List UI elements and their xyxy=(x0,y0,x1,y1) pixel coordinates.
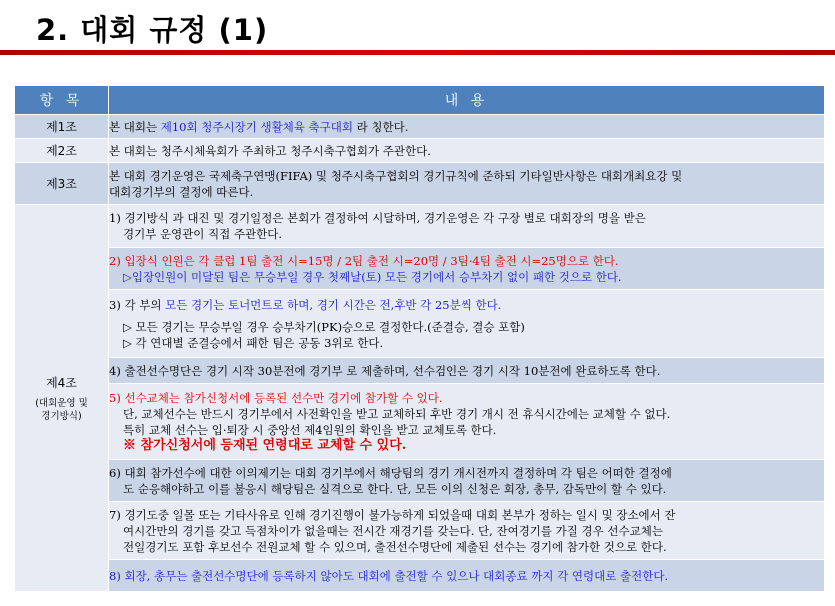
content-text: 본 대회는 xyxy=(109,119,161,134)
content-line: 8) 회장, 총무는 출전선수명단에 등록하지 않아도 대회에 출전할 수 있으나 대회종료 까지 각 연령대로 출전한다. xyxy=(109,568,669,583)
rules-table xyxy=(14,85,825,592)
article-content xyxy=(109,163,825,205)
header-content: 내 용 xyxy=(109,86,825,115)
clause-1 xyxy=(109,205,825,248)
content-line: 경기부 운영관이 직접 주관한다. xyxy=(123,227,283,241)
content-line: 도 순응해야하고 이를 불응시 해당팀은 실격으로 한다. 단, 모든 이의 신청은 회장, 총무, 감독만이 할 수 있다. xyxy=(123,481,667,496)
content-line: 대회경기부의 결정에 따른다. xyxy=(109,184,254,199)
emphasis-line: ※ 참가신청서에 등재된 연령대로 교체할 수 있다. xyxy=(123,437,407,453)
clause-4: 4) 출전선수명단은 경기 시작 30분전에 경기부 로 제출하며, 선수검인은 경기 시작 10분전에 완료하도록 한다. xyxy=(109,358,825,384)
content-line: ▷ 각 연대별 준결승에서 패한 팀은 공동 3위로 한다. xyxy=(123,335,384,350)
content-line: 단, 교체선수는 반드시 경기부에서 사전확인을 받고 교체하되 후반 경기 개시 전 휴식시간에는 교체할 수 없다. xyxy=(123,406,671,421)
content-text: 라 칭한다. xyxy=(352,119,409,134)
content-line: 7) 경기도중 일몰 또는 기타사유로 인해 경기진행이 불가능하게 되었을때 대회 본부가 정하는 일시 및 장소에서 잔 xyxy=(109,507,676,522)
table-row xyxy=(15,248,825,290)
clause-5 xyxy=(109,384,825,460)
title-area xyxy=(0,0,835,56)
table-row xyxy=(15,460,825,502)
table-row xyxy=(15,384,825,460)
header-item: 항 목 xyxy=(15,86,109,115)
tournament-name: 제10회 청주시장기 생활체육 축구대회 xyxy=(160,119,353,134)
content-line: 3) 각 부의 모든 경기는 토너먼트로 하며, 경기 시간은 전,후반 각 25분씩 한다. xyxy=(109,297,502,312)
title-underline xyxy=(0,50,835,55)
table-row xyxy=(15,290,825,358)
article-label: 제2조 xyxy=(15,139,109,163)
content-line: 본 대회 경기운영은 국제축구연맹(FIFA) 및 청주시축구협회의 경기규칙에 준하되 기타일반사항은 대회개최요강 및 xyxy=(109,168,683,183)
article-label: 제4조 xyxy=(46,375,77,390)
table-row xyxy=(15,560,825,592)
content-line: 1) 경기방식 과 대진 및 경기일정은 본회가 결정하여 시달하며, 경기운영은 각 구장 별로 대회장의 명을 받은 xyxy=(109,211,646,225)
content-line: ▷입장인원이 미달된 팀은 무승부일 경우 첫째날(토) 모든 경기에서 승부차기 없이 패한 것으로 한다. xyxy=(123,269,622,284)
table-row xyxy=(15,139,825,163)
table-row xyxy=(15,115,825,139)
content-line: ▷ 모든 경기는 무승부일 경우 승부차기(PK)승으로 결정한다.(준결승, 결승 포함) xyxy=(123,319,525,334)
content-line: 특히 교체 선수는 입·퇴장 시 중앙선 제4임원의 확인을 받고 교체토록 한다. xyxy=(123,422,497,437)
article-content: 본 대회는 청주시체육회가 주최하고 청주시축구협회가 주관한다. xyxy=(109,139,825,163)
content-line: 전일경기도 포함 후보선수 전원교체 할 수 있으며, 출전선수명단에 제출된 선수는 경기에 참가한 것으로 한다. xyxy=(123,539,667,554)
content-line: 2) 입장식 인원은 각 클럽 1팀 출전 시=15명 / 2팀 출전 시=20명 / 3팀·4팀 출전 시=25명으로 한다. xyxy=(109,253,619,268)
table-row xyxy=(15,502,825,560)
clause-6 xyxy=(109,460,825,502)
article-label-4 xyxy=(15,205,109,592)
article-sublabel: (대회운영 및 경기방식) xyxy=(35,397,88,422)
clause-2 xyxy=(109,248,825,290)
table-row xyxy=(15,205,825,248)
content-line: 6) 대회 참가선수에 대한 이의제기는 대회 경기부에서 해당팀의 경기 개시전까지 결정하며 각 팀은 어떠한 결정에 xyxy=(109,465,672,480)
page-title: 2. 대회 규정 (1) xyxy=(36,13,269,47)
table-header-row xyxy=(15,86,825,115)
table-row xyxy=(15,358,825,384)
clause-3 xyxy=(109,290,825,358)
clause-8 xyxy=(109,560,825,592)
content-line: 여시간만의 경기를 갖고 득점차이가 없을때는 전시간 재경기를 갖는다. 단, 잔여경기를 가질 경우 선수교체는 xyxy=(123,523,663,538)
content-line: 5) 선수교체는 참가신청서에 등록된 선수만 경기에 참가할 수 있다. xyxy=(109,390,443,405)
table-row xyxy=(15,163,825,205)
article-label: 제1조 xyxy=(15,115,109,139)
article-content xyxy=(109,115,825,139)
clause-7 xyxy=(109,502,825,560)
article-label: 제3조 xyxy=(15,163,109,205)
